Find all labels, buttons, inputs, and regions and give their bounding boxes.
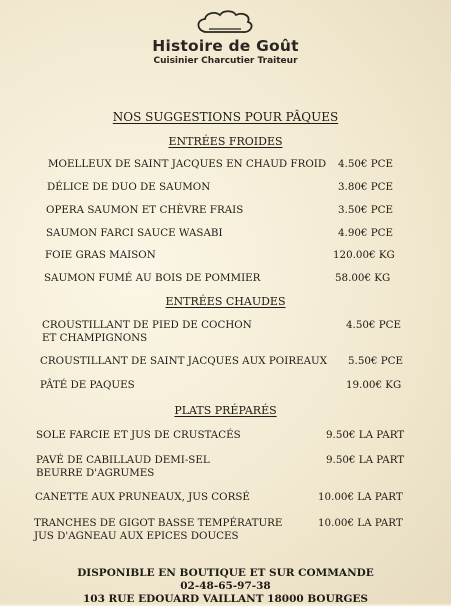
item-price: 9.50€ LA PART (326, 454, 405, 466)
item-price: 9.50€ LA PART (326, 429, 405, 441)
brand-name: Histoire de Goût (152, 37, 299, 55)
item-price: 58.00€ KG (335, 272, 391, 284)
footer-phone: 02-48-65-97-38 (180, 580, 271, 592)
item-name: PAVÉ DE CABILLAUD DEMI-SEL (36, 454, 210, 466)
item-price: 4.50€ PCE (338, 158, 394, 170)
section-title-entrees-froides: ENTRÉES FROIDES (168, 135, 283, 148)
item-name: SOLE FARCIE ET JUS DE CRUSTACÉS (36, 429, 241, 441)
item-name: SAUMON FUMÉ AU BOIS DE POMMIER (44, 272, 261, 284)
item-price: 4.90€ PCE (338, 227, 394, 239)
item-name: CANETTE AUX PRUNEAUX, JUS CORSÉ (35, 491, 250, 503)
item-name: OPERA SAUMON ET CHÈVRE FRAIS (46, 204, 244, 216)
item-name: SAUMON FARCI SAUCE WASABI (46, 227, 223, 239)
item-price: 19.00€ KG (346, 379, 402, 391)
item-price: 3.80€ PCE (338, 181, 394, 193)
item-name-line2: ET CHAMPIGNONS (42, 332, 148, 344)
item-price: 120.00€ KG (333, 249, 395, 261)
item-price: 5.50€ PCE (348, 355, 404, 367)
item-name: TRANCHES DE GIGOT BASSE TEMPÉRATURE (34, 517, 283, 529)
item-name: DÉLICE DE DUO DE SAUMON (47, 181, 211, 193)
section-title-plats-prepares: PLATS PRÉPARÉS (174, 404, 277, 417)
item-name-line2: JUS D'AGNEAU AUX EPICES DOUCES (34, 530, 239, 542)
item-name-line2: BEURRE D'AGRUMES (36, 467, 155, 479)
item-name: FOIE GRAS MAISON (45, 249, 156, 261)
chef-hat-icon (193, 10, 257, 36)
item-price: 10.00€ LA PART (318, 491, 403, 503)
item-price: 10.00€ LA PART (318, 517, 403, 529)
item-name: CROUSTILLANT DE SAINT JACQUES AUX POIREAUX (40, 355, 328, 367)
page-title: NOS SUGGESTIONS POUR PÂQUES (112, 110, 339, 124)
brand-tagline: Cuisinier Charcutier Traiteur (153, 56, 298, 66)
footer-availability: DISPONIBLE EN BOUTIQUE ET SUR COMMANDE (77, 567, 374, 579)
item-price: 4.50€ PCE (346, 319, 402, 331)
section-title-entrees-chaudes: ENTRÉES CHAUDES (165, 295, 286, 308)
item-name: CROUSTILLANT DE PIED DE COCHON (42, 319, 252, 331)
footer-address: 103 RUE EDOUARD VAILLANT 18000 BOURGES (82, 593, 369, 605)
item-name: MOELLEUX DE SAINT JACQUES EN CHAUD FROID (48, 158, 327, 170)
item-name: PÂTÉ DE PAQUES (40, 379, 135, 391)
item-price: 3.50€ PCE (338, 204, 394, 216)
